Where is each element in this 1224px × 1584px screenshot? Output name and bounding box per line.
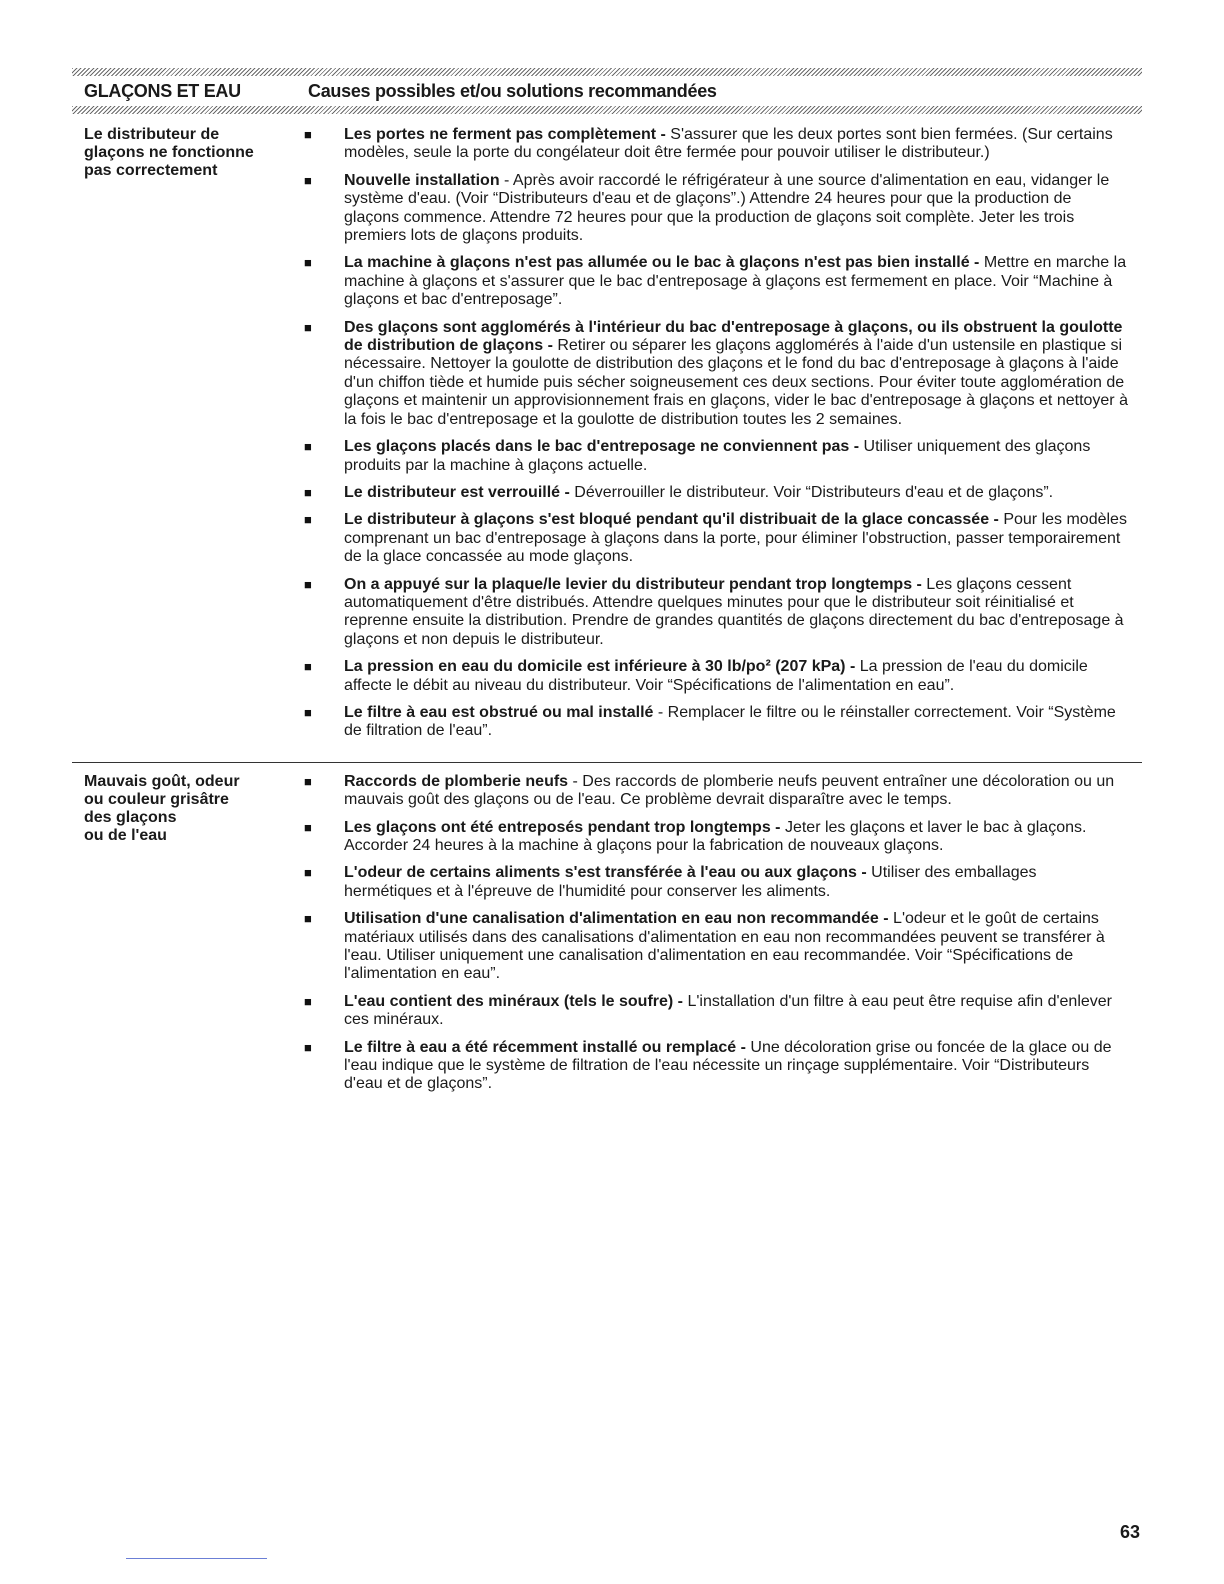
bullet-square-icon: ■: [304, 819, 312, 835]
solution-description: Les glaçons cessent automatiquement d'être distribués. Attendre quelques minutes pour que le distributeur soit réinitialisé et reprenne ensuite la distribution. Prendre de grandes quantités de glaçons directement du bac d'entreposage à glaçons et non depuis le distributeur.: [344, 575, 1124, 648]
bullet-square-icon: ■: [304, 993, 312, 1009]
solution-text: [344, 172, 1142, 246]
cause-title: La pression en eau du domicile est inférieure à 30 lb/po² (207 kPa) -: [344, 658, 856, 676]
cause-title: Les glaçons ont été entreposés pendant trop longtemps -: [344, 818, 781, 836]
bullet-square-icon: ■: [304, 704, 312, 720]
bullet-square-icon: ■: [304, 865, 312, 881]
problem-label-line: pas correctement: [84, 162, 218, 179]
bullet-square-icon: ■: [304, 1039, 312, 1055]
bullet-square-icon: ■: [304, 255, 312, 271]
solution-text: [344, 819, 1142, 856]
bullet-square-icon: ■: [304, 659, 312, 675]
problem-label-line: ou de l'eau: [84, 826, 167, 844]
solution-description: Déverrouiller le distributeur. Voir “Distributeurs d'eau et de glaçons”.: [569, 483, 1054, 501]
bullet-square-icon: ■: [304, 512, 312, 528]
problem-label-line: glaçons ne fonctionne: [84, 144, 254, 161]
problem-section-dispenser: [72, 114, 1142, 750]
solution-item: [300, 910, 1142, 984]
solution-item: [300, 704, 1142, 741]
solution-description: Retirer ou séparer les glaçons agglomérés à l'aide d'un ustensile en plastique si nécessaire. Nettoyer la goulotte de distribution des glaçons et le fond du bac d'entreposage à glaçons à l'aide d'un chiffon tiède et humide puis sécher soigneusement ces deux sections. Pour éviter toute agglomération de glaçons et maintenir un approvisionnement frais en glaçons, vider le bac d'entreposage à glaçons et nettoyer à la fois le bac d'entreposage et la goulotte de distribution toutes les 2 semaines.: [344, 337, 1128, 428]
cause-title: Des glaçons sont agglomérés à l'intérieur du bac d'entreposage à glaçons, ou ils obstruent la goulotte de distribution de glaçons -: [344, 318, 1123, 355]
cause-title: Le distributeur est verrouillé -: [344, 483, 570, 501]
solution-description: S'assurer que les deux portes sont bien fermées. (Sur certains modèles, seule la porte du congélateur doit être fermée pour pouvoir utiliser le distributeur.): [344, 126, 1113, 162]
solution-item: [300, 172, 1142, 246]
cause-title: Les glaçons placés dans le bac d'entreposage ne conviennent pas -: [344, 438, 860, 456]
problem-label-line: des glaçons: [84, 808, 177, 826]
problem-label-line: Mauvais goût, odeur: [84, 772, 240, 790]
solution-item: [300, 254, 1142, 309]
cause-title: On a appuyé sur la plaque/le levier du distributeur pendant trop longtemps -: [344, 575, 922, 593]
problem-label-line: Le distributeur de: [84, 126, 220, 143]
header-top-rule: [72, 68, 1142, 76]
problem-label: [72, 773, 300, 1103]
solution-description: - Remplacer le filtre ou le réinstaller correctement. Voir “Système de filtration de l'eau”.: [344, 703, 1116, 740]
solution-item: [300, 319, 1142, 429]
solution-item: [300, 658, 1142, 695]
solution-text: [344, 438, 1142, 475]
solution-description: L'installation d'un filtre à eau peut être requise afin d'enlever ces minéraux.: [344, 992, 1112, 1029]
solution-item: [300, 993, 1142, 1030]
problem-section-taste: [72, 763, 1142, 1103]
solution-description: L'odeur et le goût de certains matériaux utilisés dans des canalisations d'alimentation en eau non recommandées peuvent se transférer à l'eau. Utiliser uniquement une canalisation d'alimentation en eau recommandée. Voir “Spécifications de l'alimentation en eau”.: [344, 910, 1105, 983]
solution-item: [300, 819, 1142, 856]
solution-text: [344, 576, 1142, 650]
solution-description: Utiliser uniquement des glaçons produits par la machine à glaçons actuelle.: [344, 438, 1091, 474]
cause-title: Les portes ne ferment pas complètement -: [344, 126, 666, 143]
solution-item: [300, 438, 1142, 475]
table-header: [72, 76, 1142, 106]
solution-description: Une décoloration grise ou foncée de la glace ou de l'eau indique que le système de filtration de l'eau nécessite un rinçage supplémentaire. Voir “Distributeurs d'eau et de glaçons”.: [344, 1038, 1112, 1093]
bullet-square-icon: ■: [304, 911, 312, 927]
bullet-square-icon: ■: [304, 484, 312, 500]
cause-title: La machine à glaçons n'est pas allumée ou le bac à glaçons n'est pas bien installé -: [344, 254, 980, 272]
solution-text: [344, 864, 1142, 901]
cause-title: Utilisation d'une canalisation d'alimentation en eau non recommandée -: [344, 910, 889, 928]
solutions-list: [300, 773, 1142, 1094]
solution-item: [300, 484, 1142, 502]
category-heading: GLAÇONS ET EAU: [84, 81, 241, 101]
solution-text: [344, 1039, 1142, 1094]
bullet-square-icon: ■: [304, 439, 312, 455]
solution-text: [344, 993, 1142, 1030]
solution-text: [344, 773, 1142, 810]
solution-text: [344, 658, 1142, 695]
cause-title: Raccords de plomberie neufs: [344, 772, 569, 790]
cause-title: L'eau contient des minéraux (tels le soufre) -: [344, 992, 683, 1010]
cause-title: Nouvelle installation: [344, 171, 500, 189]
solution-item: [300, 1039, 1142, 1094]
solution-text: [344, 910, 1142, 984]
solution-description: Utiliser des emballages hermétiques et à l'épreuve de l'humidité pour conserver les aliments.: [344, 864, 1037, 900]
cause-title: L'odeur de certains aliments s'est transférée à l'eau ou aux glaçons -: [344, 864, 867, 882]
bullet-square-icon: ■: [304, 127, 312, 142]
problem-label-line: ou couleur grisâtre: [84, 790, 229, 808]
solution-description: La pression de l'eau du domicile affecte le débit au niveau du distributeur. Voir “Spécifications de l'alimentation en eau”.: [344, 658, 1088, 694]
solution-text: [344, 511, 1142, 566]
solution-item: [300, 576, 1142, 650]
footer-rule: [126, 1558, 267, 1559]
solution-description: Jeter les glaçons et laver le bac à glaçons. Accorder 24 heures à la machine à glaçons pour la fabrication de nouveaux glaçons.: [344, 818, 1087, 854]
bullet-square-icon: ■: [304, 576, 312, 592]
solution-text: [344, 484, 1142, 502]
page-number: 63: [1119, 1522, 1140, 1542]
solutions-list: [300, 126, 1142, 741]
header-bottom-rule: [72, 106, 1142, 114]
causes-heading: Causes possibles et/ou solutions recommandées: [308, 81, 717, 101]
cause-title: Le filtre à eau a été récemment installé ou remplacé -: [344, 1038, 746, 1056]
bullet-square-icon: ■: [304, 773, 312, 789]
problem-label: [72, 126, 300, 750]
solution-description: - Des raccords de plomberie neufs peuvent entraîner une décoloration ou un mauvais goût des glaçons ou de l'eau. Ce problème devrait disparaître avec le temps.: [344, 772, 1115, 809]
solution-description: Pour les modèles comprenant un bac d'entreposage à glaçons dans la porte, pour éliminer l'obstruction, passer temporairement de la glace concassée au mode glaçons.: [344, 511, 1127, 566]
cause-title: Le distributeur à glaçons s'est bloqué pendant qu'il distribuait de la glace concassée -: [344, 511, 999, 529]
solution-text: [344, 319, 1142, 429]
solution-text: [344, 254, 1142, 309]
solution-item: [300, 126, 1142, 163]
solution-text: [344, 126, 1142, 163]
solution-item: [300, 511, 1142, 566]
solution-item: [300, 864, 1142, 901]
solution-item: [300, 773, 1142, 810]
bullet-square-icon: ■: [304, 172, 312, 188]
bullet-square-icon: ■: [304, 319, 312, 335]
cause-title: Le filtre à eau est obstrué ou mal installé: [344, 703, 654, 721]
troubleshooting-page: [72, 68, 1142, 1103]
solution-text: [344, 704, 1142, 741]
solution-description: - Après avoir raccordé le réfrigérateur à une source d'alimentation en eau, vidanger le système d'eau. (Voir “Distributeurs d'eau et de glaçons”.) Attendre 24 heures pour que la production de glaçons commence. Attendre 72 heures pour que la production de glaçons soit complète. Jeter les trois premiers lots de glaçons produits.: [344, 171, 1110, 245]
solution-description: Mettre en marche la machine à glaçons et s'assurer que le bac d'entreposage à glaçons est fermement en place. Voir “Machine à glaçons et bac d'entreposage”.: [344, 254, 1127, 309]
